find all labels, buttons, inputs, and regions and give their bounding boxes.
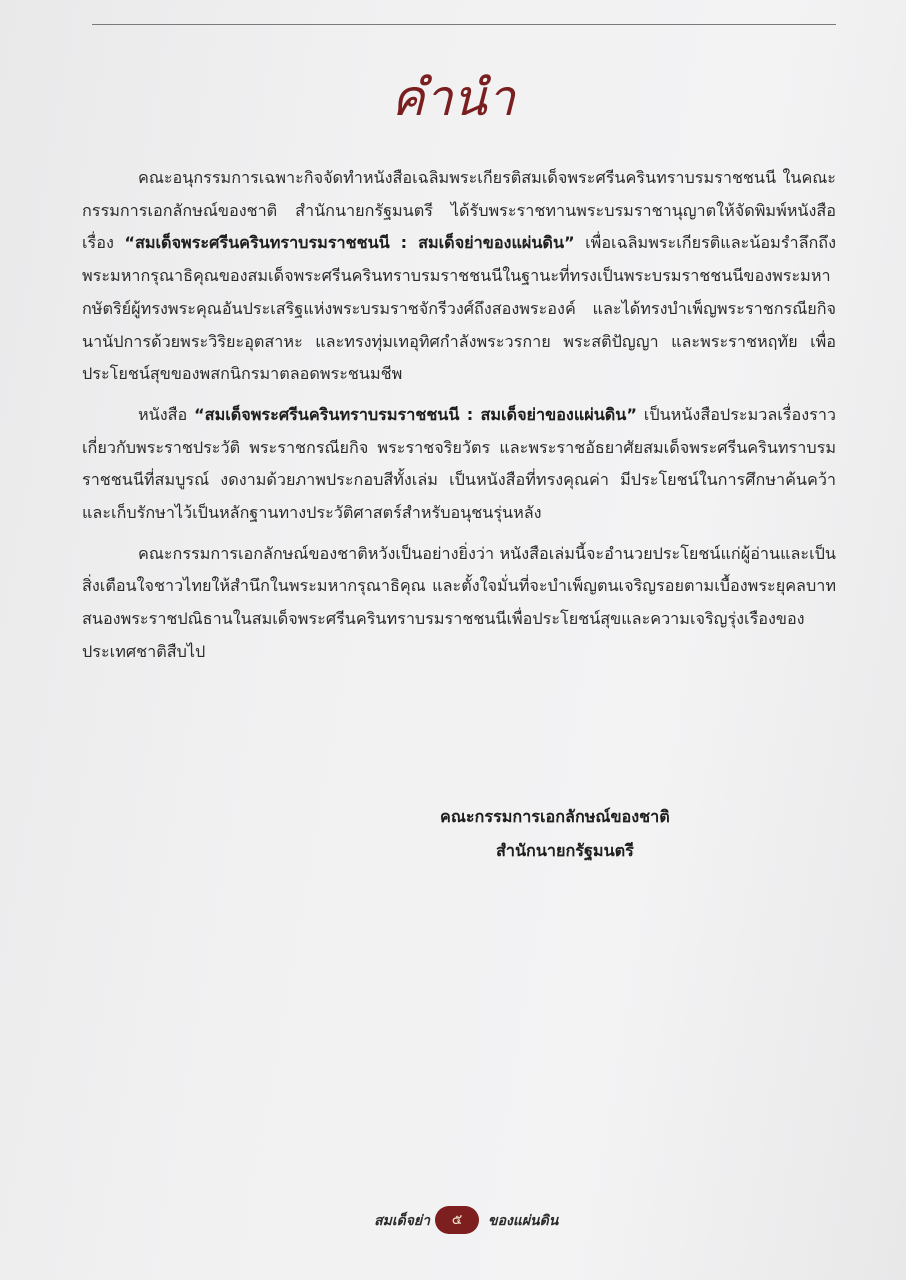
book-title-emphasis: “สมเด็จพระศรีนครินทราบรมราชชนนี : สมเด็จย่าของแผ่นดิน” xyxy=(124,233,575,253)
signature-office: สำนักนายกรัฐมนตรี xyxy=(496,841,634,860)
page-footer xyxy=(0,1204,906,1238)
signature-block xyxy=(440,800,740,868)
top-rule-divider xyxy=(92,24,836,25)
paragraph-text: คณะอนุกรรมการเฉพาะกิจจัดทำหนังสือเฉลิมพระเกียรติสมเด็จพระศรีนครินทราบรมราชชนนี ในคณะกรรมการเอกลักษณ์ของชาติ สำนักนายกรัฐมนตรี ได้รับพระราชทานพระบรมราชานุญาตให้จัดพิมพ์หนังสือเรื่อง xyxy=(82,168,836,253)
paragraph-3 xyxy=(82,538,836,669)
foreword-body xyxy=(82,162,836,677)
page-number-badge: ๕ xyxy=(435,1206,479,1234)
signature-organization: คณะกรรมการเอกลักษณ์ของชาติ xyxy=(440,807,670,826)
paragraph-text: หนังสือ xyxy=(138,404,195,424)
footer-left-text: สมเด็จย่า xyxy=(374,1213,430,1229)
paragraph-text: เพื่อเฉลิมพระเกียรติและน้อมรำลึกถึงพระมหากรุณาธิคุณของสมเด็จพระศรีนครินทราบรมราชชนนีในฐานะที่ทรงเป็นพระบรมราชชนนีของพระมหากษัตริย์ผู้ทรงพระคุณอันประเสริฐแห่งพระบรมราชจักรีวงศ์ถึงสองพระองค์ และได้ทรงบำเพ็ญพระราชกรณียกิจนานัปการด้วยพระวิริยะอุตสาหะ และทรงทุ่มเทอุทิศกำลังพระวรกาย พระสติปัญญา และพระราชหฤทัย เพื่อประโยชน์สุขของพสกนิกรมาตลอดพระชนมชีพ xyxy=(82,233,836,384)
paragraph-1 xyxy=(82,162,836,391)
footer-right-text: ของแผ่นดิน xyxy=(488,1213,559,1229)
paragraph-2 xyxy=(82,399,836,530)
paragraph-text: เป็นหนังสือประมวลเรื่องราวเกี่ยวกับพระราชประวัติ พระราชกรณียกิจ พระราชจริยวัตร และพระราชอัธยาศัยสมเด็จพระศรีนครินทราบรมราชชนนีที่สมบูรณ์ งดงามด้วยภาพประกอบสีทั้งเล่ม เป็นหนังสือที่ทรงคุณค่า มีประโยชน์ในการศึกษาค้นคว้า และเก็บรักษาไว้เป็นหลักฐานทางประวัติศาสตร์สำหรับอนุชนรุ่นหลัง xyxy=(82,404,836,523)
book-title-emphasis: “สมเด็จพระศรีนครินทราบรมราชชนนี : สมเด็จย่าของแผ่นดิน” xyxy=(194,404,638,424)
page-title: คำนำ xyxy=(391,69,515,127)
paragraph-text: คณะกรรมการเอกลักษณ์ของชาติหวังเป็นอย่างยิ่งว่า หนังสือเล่มนี้จะอำนวยประโยชน์แก่ผู้อ่านและเป็นสิ่งเตือนใจชาวไทยให้สำนึกในพระมหากรุณาธิคุณ และตั้งใจมั่นที่จะบำเพ็ญตนเจริญรอยตามเบื้องพระยุคลบาท สนองพระราชปณิธานในสมเด็จพระศรีนครินทราบรมราชชนนีเพื่อประโยชน์สุขและความเจริญรุ่งเรืองของประเทศชาติสืบไป xyxy=(82,543,836,661)
